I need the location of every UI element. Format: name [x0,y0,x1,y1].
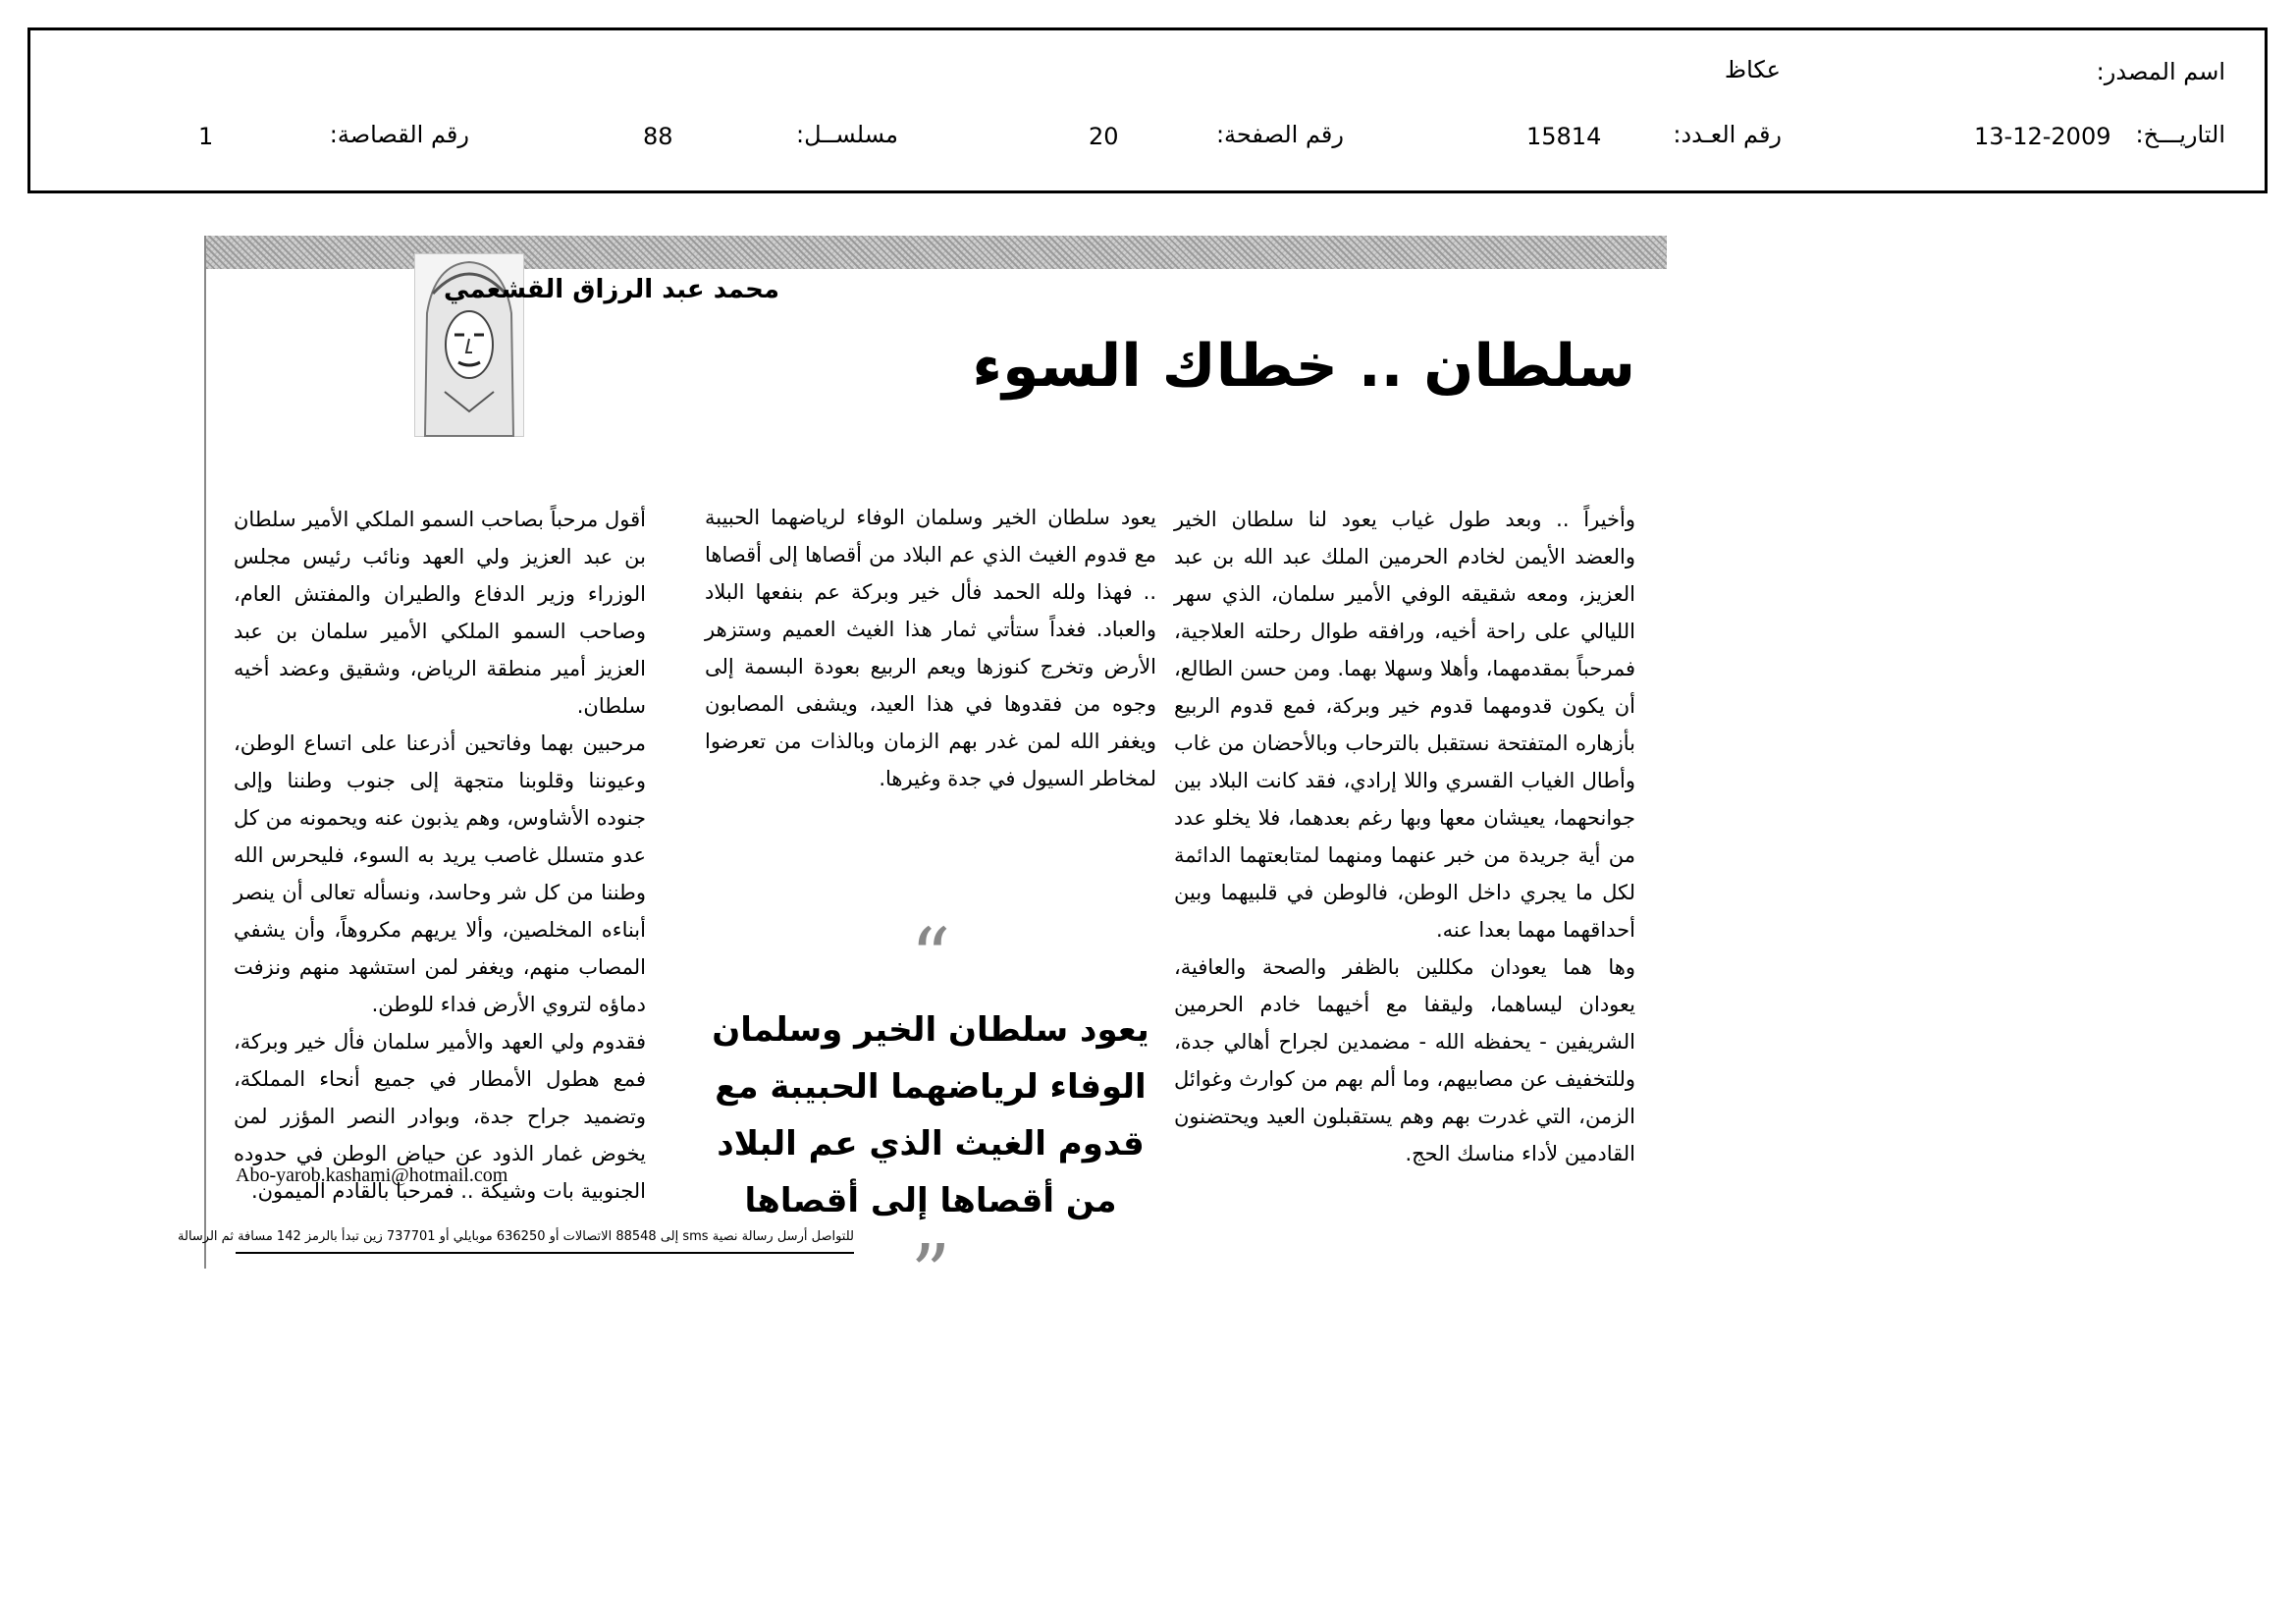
article-column-middle [705,499,1156,797]
serial-value: 88 [643,123,673,150]
paragraph: وأخيراً .. وبعد طول غياب يعود لنا سلطان الخير والعضد الأيمن لخادم الحرمين الملك عبد الله بن عبد العزيز، ومعه شقيقه الوفي الأمير سلمان، الذي سهر الليالي على راحة أخيه، ورافقه طوال رحلته العلاجية، فمرحباً بمقدمهما، وأهلا وسهلا بهما. ومن حسن الطالع، أن يكون قدومهما قدوم خير وبركة، فمع قدوم الربيع بأزهاره المتفتحة نستقبل بالترحاب وبالأحضان من غاب وأطال الغياب القسري واللا إرادي، فقد كانت البلاد بين جوانحهما، يعيشان معها وبها رغم بعدهما، فلا يخلو عدد من أية جريدة من خبر عنهما ومنهما لمتابعتهما الدائمة لكل ما يجري داخل الوطن، فالوطن في قلبيهما وبين أحداقهما مهما بعدا عنه. [1174,508,1635,942]
page-value: 20 [1089,123,1119,150]
clip-label: رقم القصاصة: [329,121,469,148]
date-value: 13-12-2009 [1974,123,2111,150]
newspaper-clipping [178,236,1667,1319]
article-title: سلطان .. خطاك السوء [972,332,1635,401]
paragraph: يعود سلطان الخير وسلمان الوفاء لرياضهما الحبيبة مع قدوم الغيث الذي عم البلاد من أقصاها إلى أقصاها .. فهذا ولله الحمد فأل خير وبركة عم بنفعها البلاد والعباد. فغداً ستأتي ثمار هذا الغيث العميم وستزهر الأرض وتخرج كنوزها ويعم الربيع بعودة البسمة إلى وجوه من فقدوها في هذا العيد، ويشفى المصابون ويغفر الله لمن غدر بهم الزمان وبالذات من تعرضوا لمخاطر السيول في جدة وغيرها. [705,506,1156,790]
article-column-left [234,501,646,1210]
article-column-right [1174,501,1635,1172]
source-label: اسم المصدر: [2096,58,2225,85]
date-label: التاريـــخ: [2135,121,2225,148]
quote-close-icon: ” [910,1227,951,1319]
clip-value: 1 [198,123,214,150]
author-name: محمد عبد الرزاق القشعمي [443,275,779,304]
author-email: Abo-yarob.kashami@hotmail.com [236,1164,508,1186]
page-label: رقم الصفحة: [1215,121,1344,148]
source-value: عكاظ [1724,56,1781,83]
pull-quote-text: يعود سلطان الخير وسلمان الوفاء لرياضهما الحبيبة مع قدوم الغيث الذي عم البلاد من أقصاها إلى أقصاها [712,1010,1149,1220]
issue-value: 15814 [1526,123,1602,150]
paragraph: فقدوم ولي العهد والأمير سلمان فأل خير وبركة، فمع هطول الأمطار في جميع أنحاء المملكة، وتضميد جراح جدة، وبوادر النصر المؤزر لمن يخوض غمار الذود عن حياض الوطن في حدوده الجنوبية بات وشيكة .. فمرحبا بالقادم الميمون. [234,1030,646,1203]
issue-label: رقم العـدد: [1673,121,1782,148]
paragraph: وها هما يعودان مكللين بالظفر والصحة والعافية، يعودان ليساهما، وليقفا مع أخيهما خادم الحرمين الشريفين - يحفظه الله - مضمدين لجراح أهالي جدة، وللتخفيف عن مصابيهم، وما ألم بهم من كوارث وغوائل الزمن، التي غدرت بهم وهم يستقبلون العيد ويحتضنون القادمين لأداء مناسك الحج. [1174,955,1635,1165]
clipping-header [27,27,2268,193]
paragraph: أقول مرحباً بصاحب السمو الملكي الأمير سلطان بن عبد العزيز ولي العهد ونائب رئيس مجلس الوزراء وزير الدفاع والطيران والمفتش العام، وصاحب السمو الملكي الأمير سلمان بن عبد العزيز أمير منطقة الرياض، وشقيق وعضد أخيه سلطان. [234,508,646,718]
contact-note: للتواصل أرسل رسالة نصية sms إلى 88548 الاتصالات أو 636250 موبايلي أو 737701 زين تبدأ بالرمز 142 مسافة ثم الرسالة [236,1229,854,1254]
quote-open-icon: “ [910,911,951,1002]
paragraph: مرحبين بهما وفاتحين أذرعنا على اتساع الوطن، وعيوننا وقلوبنا متجهة إلى جنوب وطننا وإلى جنوده الأشاوس، وهم يذبون عنه ويحمونه من كل عدو متسلل غاصب يريد به السوء، فليحرس الله وطننا من كل شر وحاسد، ونسأله تعالى أن ينصر أبناءه المخلصين، وألا يريهم مكروهاً، وأن يشفي المصاب منهم، ويغفر لمن استشهد منهم ونزفت دماؤه لتروي الأرض فداء للوطن. [234,731,646,1016]
serial-label: مسلســل: [796,121,898,148]
